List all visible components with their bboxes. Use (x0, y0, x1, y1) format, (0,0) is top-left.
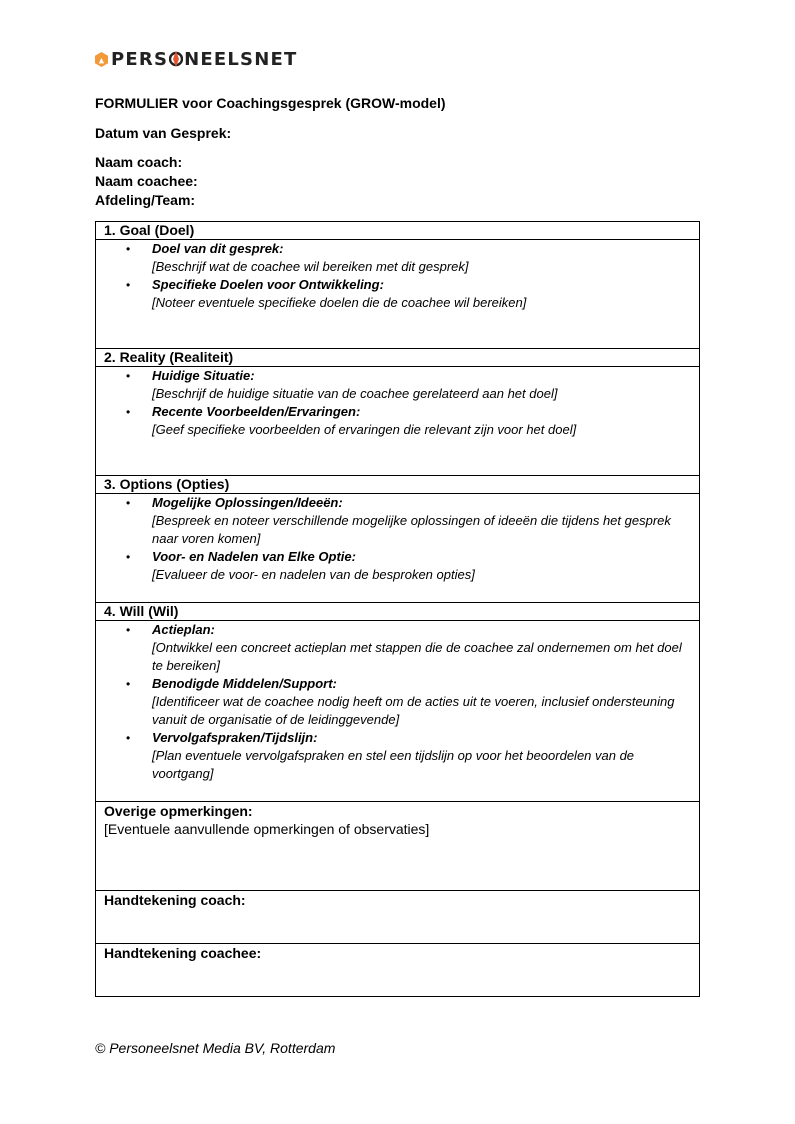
bullet-icon: • (126, 677, 131, 691)
footer-copyright: © Personeelsnet Media BV, Rotterdam (95, 1040, 336, 1056)
list-item (104, 367, 691, 403)
item-title: Huidige Situatie: (152, 368, 255, 383)
coachee-name-label: Naam coachee: (95, 173, 198, 189)
item-title: Mogelijke Oplossingen/Ideeën: (152, 495, 343, 510)
item-description: [Ontwikkel een concreet actieplan met stappen die de coachee zal ondernemen om het doel te bereiken] (152, 640, 682, 673)
remarks-placeholder: [Eventuele aanvullende opmerkingen of observaties] (104, 821, 430, 837)
brand-wordmark-post: NEELSNET (184, 48, 298, 70)
section-options-heading: 3. Options (Opties) (96, 476, 700, 494)
bullet-icon: • (126, 731, 131, 745)
bullet-icon: • (126, 496, 131, 510)
section-options-body (96, 494, 700, 603)
bullet-icon: • (126, 623, 131, 637)
brand-o-marker-icon (169, 50, 183, 68)
personeelsnet-logo-icon (95, 52, 108, 67)
list-item (104, 729, 691, 783)
item-description: [Noteer eventuele specifieke doelen die de coachee wil bereiken] (152, 295, 527, 310)
list-item (104, 403, 691, 439)
list-item (104, 675, 691, 729)
brand-wordmark-pre: PERS (111, 48, 169, 70)
item-title: Specifieke Doelen voor Ontwikkeling: (152, 277, 384, 292)
section-will-body (96, 621, 700, 802)
section-goal-body (96, 240, 700, 349)
section-will-heading: 4. Will (Wil) (96, 603, 700, 621)
item-title: Vervolgafspraken/Tijdslijn: (152, 730, 318, 745)
list-item (104, 494, 691, 548)
list-item (104, 548, 691, 584)
bullet-icon: • (126, 242, 131, 256)
bullet-icon: • (126, 550, 131, 564)
item-title: Actieplan: (152, 622, 215, 637)
item-description: [Beschrijf de huidige situatie van de coachee gerelateerd aan het doel] (152, 386, 558, 401)
coach-name-label: Naam coach: (95, 154, 183, 170)
list-item (104, 240, 691, 276)
page-title: FORMULIER voor Coachingsgesprek (GROW-model) (95, 95, 446, 111)
bullet-icon: • (126, 369, 131, 383)
signature-coach-label: Handtekening coach: (104, 892, 246, 908)
section-goal-heading: 1. Goal (Doel) (96, 222, 700, 240)
signature-coach-field[interactable] (96, 891, 700, 944)
remarks-title: Overige opmerkingen: (104, 803, 253, 819)
item-description: [Evalueer de voor- en nadelen van de besproken opties] (152, 567, 475, 582)
bullet-icon: • (126, 278, 131, 292)
list-item (104, 621, 691, 675)
team-label: Afdeling/Team: (95, 192, 196, 208)
item-description: [Bespreek en noteer verschillende mogelijke oplossingen of ideeën die tijdens het gesprek naar voren komen] (152, 513, 671, 546)
bullet-icon: • (126, 405, 131, 419)
item-description: [Beschrijf wat de coachee wil bereiken met dit gesprek] (152, 259, 469, 274)
grow-form-table (95, 221, 700, 997)
item-description: [Plan eventuele vervolgafspraken en stel een tijdslijn op voor het beoordelen van de voortgang] (152, 748, 635, 781)
section-reality-body (96, 367, 700, 476)
list-item (104, 276, 691, 312)
item-title: Recente Voorbeelden/Ervaringen: (152, 404, 361, 419)
signature-coachee-label: Handtekening coachee: (104, 945, 262, 961)
item-title: Doel van dit gesprek: (152, 241, 284, 256)
item-description: [Identificeer wat de coachee nodig heeft om de acties uit te voeren, inclusief ondersteuning vanuit de organisatie of de leidinggevende] (152, 694, 675, 727)
date-label: Datum van Gesprek: (95, 125, 232, 141)
brand-logo (95, 48, 297, 70)
signature-coachee-field[interactable] (96, 944, 700, 997)
remarks-field[interactable] (96, 802, 700, 891)
item-title: Voor- en Nadelen van Elke Optie: (152, 549, 356, 564)
section-reality-heading: 2. Reality (Realiteit) (96, 349, 700, 367)
item-description: [Geef specifieke voorbeelden of ervaringen die relevant zijn voor het doel] (152, 422, 577, 437)
svg-text:▲: ▲ (98, 56, 105, 64)
item-title: Benodigde Middelen/Support: (152, 676, 337, 691)
brand-wordmark (111, 49, 297, 70)
